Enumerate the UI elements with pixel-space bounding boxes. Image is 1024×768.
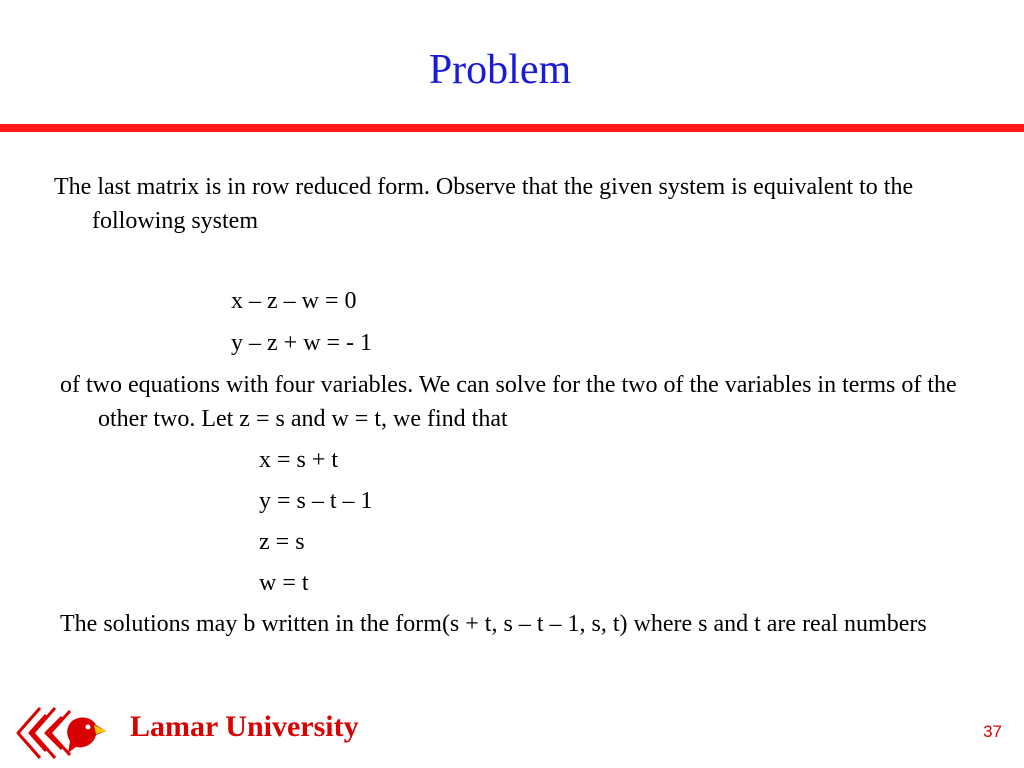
equation-line-1: x – z – w = 0 (231, 288, 357, 314)
cardinal-logo-icon (10, 703, 110, 763)
slide-title: Problem (428, 47, 572, 93)
solution-line-3: z = s (259, 529, 305, 555)
page-number: 37 (983, 722, 1002, 741)
brand-name: Lamar University (130, 710, 359, 743)
solution-line-4: w = t (259, 570, 309, 596)
intro-paragraph: The last matrix is in row reduced form. Observe that the given system is equivalent to the following system (54, 174, 914, 234)
title-divider (0, 124, 1024, 132)
conclusion-paragraph: The solutions may b written in the form(s + t, s – t – 1, s, t) where s and t are real numbers (60, 611, 927, 637)
equation-line-2: y – z + w = - 1 (231, 330, 373, 356)
solution-line-1: x = s + t (259, 447, 339, 473)
middle-paragraph: of two equations with four variables. We can solve for the two of the variables in terms of the other two. Let z = s and w = t, we find that (60, 372, 957, 432)
solution-line-2: y = s – t – 1 (259, 488, 373, 514)
